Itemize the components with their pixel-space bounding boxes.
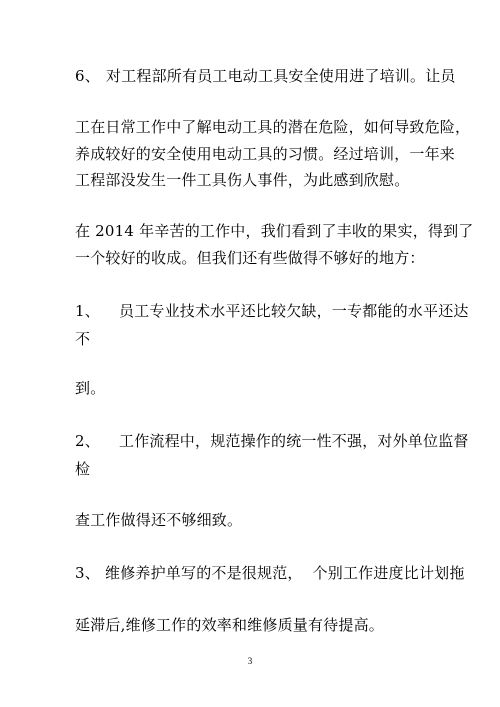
list-item-2: [75, 431, 469, 451]
paragraph-line: 检: [75, 460, 91, 478]
paragraph-text: 维修养护单写的不是很规范， 个别工作进度比计划拖: [105, 564, 465, 582]
paragraph-text: 对工程部所有员工电动工具安全使用进了培训。让员: [106, 67, 456, 85]
paragraph-line: 延滞后,维修工作的效率和维修质量有待提高。: [75, 616, 384, 634]
list-number: 2、: [75, 432, 100, 450]
list-item-3: [75, 563, 465, 583]
list-number: 1、: [75, 302, 100, 320]
list-item-1: [75, 301, 469, 321]
paragraph-text: 工作流程中，规范操作的统一性不强，对外单位监督: [119, 432, 469, 450]
page-number: 3: [247, 656, 253, 666]
paragraph-line: 养成较好的安全使用电动工具的习惯。经过培训，一年来: [75, 145, 456, 163]
paragraph-line: 一个较好的收成。但我们还有些做得不够好的地方：: [75, 249, 425, 267]
paragraph-line: 查工作做得还不够细致。: [75, 511, 243, 529]
list-number: 3、: [75, 564, 100, 582]
paragraph-line: 到。: [75, 379, 106, 397]
paragraph-text: 员工专业技术水平还比较欠缺，一专都能的水平还达: [119, 302, 469, 320]
list-item-6: [75, 66, 456, 86]
paragraph-line: 工在日常工作中了解电动工具的潜在危险，如何导致危险，: [75, 118, 471, 136]
list-number: 6、: [75, 67, 100, 85]
paragraph-line: 不: [75, 330, 91, 348]
paragraph-line: 工程部没发生一件工具伤人事件，为此感到欣慰。: [75, 171, 410, 189]
paragraph-line: 在 2014 年辛苦的工作中，我们看到了丰收的果实，得到了: [75, 222, 474, 240]
